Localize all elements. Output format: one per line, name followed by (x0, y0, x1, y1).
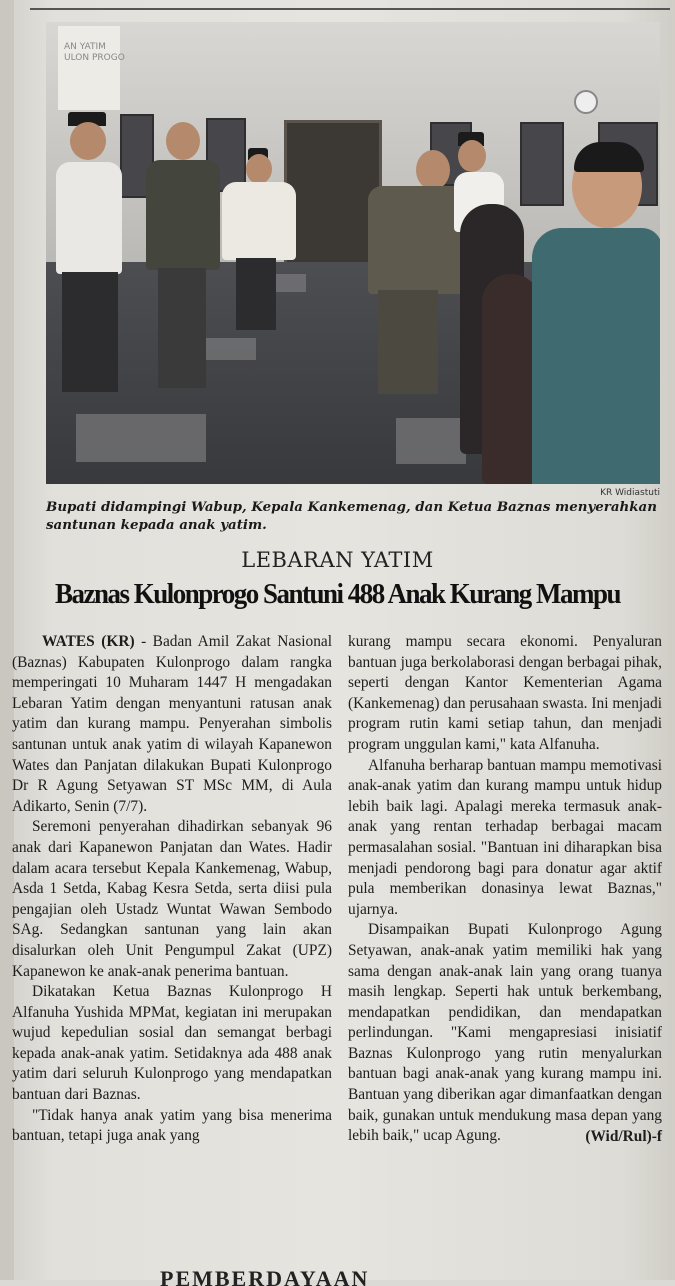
paragraph: Dikatakan Ketua Baznas Kulonprogo H Alfanuha Yushida MPMat, kegiatan ini merupakan wujud kepedulian sosial dan semangat berbagi kepada anak-anak yatim. Setidaknya ada 488 anak yatim dari seluruh Kulonprogo yang mendapatkan bantuan dari Baznas. (12, 983, 332, 1104)
paragraph: Alfanuha berharap bantuan mampu memotivasi anak-anak yatim dan kurang mampu untuk hidup lebih baik lagi. Apalagi mereka termasuk anak-anak yang rentan terhadap berbagai macam permasalahan sosial. "Bantuan ini diharapkan bisa menjadi pendorong bagi para donatur agar aktif pula memberikan donasinya lewat Baznas," ujarnya. (348, 756, 662, 918)
paragraph-text: - Badan Amil Zakat Nasional (Baznas) Kabupaten Kulonprogo dalam rangka memperingati 10 Muharam 1447 H mengadakan Lebaran Yatim dengan menyantuni ratusan anak yatim dan kurang mampu. Penyerahan simbolis santunan untuk anak yatim di wilayah Kapanewon Wates dan Panjatan dilakukan Bupati Kulonprogo Dr R Agung Setyawan ST MSc MM, di Aula Adikarto, Senin (7/7). (12, 633, 332, 815)
paragraph: Disampaikan Bupati Kulonprogo Agung Setyawan, anak-anak yatim memiliki hak yang sama dengan anak-anak lain yang orang tuanya masih lengkap. Seperti hak untuk berkembang, mendapatkan pendidikan, dan mendapatkan perlindungan. "Kami mengapresiasi inisiatif Baznas Kulonprogo yang rutin menyalurkan bantuan bagi anak-anak yang kurang mampu ini. Bantuan yang diberikan agar dimanfaatkan dengan baik, gunakan untuk mendukung masa depan yang lebih baik," ucap Agung. (348, 921, 662, 1145)
floor-tile (396, 418, 466, 464)
paragraph: kurang mampu secara ekonomi. Penyaluran bantuan juga berkolaborasi dengan berbagai pihak, seperti dengan Kantor Kementerian Agama (Kankemenag) dan perusahaan swasta. Ini menjadi program rutin kami setiap tahun, dan menjadi program unggulan kami," kata Alfanuha. (348, 633, 662, 753)
photo-credit: KR Widiastuti (600, 488, 660, 498)
photo-banner-text: AN YATIM ULON PROGO (64, 42, 125, 63)
wall-clock (574, 90, 598, 114)
dateline: WATES (KR) (42, 633, 135, 650)
floor-tile (76, 414, 206, 462)
photo-banner (58, 26, 120, 110)
article-column-right (348, 632, 662, 1147)
top-rule (30, 8, 670, 10)
article-column-left (12, 632, 332, 1147)
paragraph: "Tidak hanya anak yatim yang bisa menerima bantuan, tetapi juga anak yang (12, 1106, 332, 1145)
article-headline: Baznas Kulonprogo Santuni 488 Anak Kurang Mampu (54, 578, 621, 610)
next-article-headline-fragment: PEMBERDAYAAN (160, 1266, 370, 1286)
article-photo (46, 22, 660, 484)
byline-signoff: (Wid/Rul)-f (585, 1127, 662, 1145)
photo-caption: Bupati didampingi Wabup, Kepala Kankemenag, dan Ketua Baznas menyerahkan santunan kepada anak yatim. (46, 499, 657, 533)
paragraph-lead (12, 632, 332, 817)
photo-window (520, 122, 564, 206)
paragraph: Seremoni penyerahan dihadirkan sebanyak 96 anak dari Kapanewon Panjatan dan Wates. Hadir dalam acara tersebut Kepala Kankemenag, Wabup, Asda 1 Setda, Kabag Kesra Setda, serta diisi pula pengajian oleh Ustadz Wuntat Wawan Sembodo SAg. Sedangkan santunan yang lain akan disalurkan oleh Unit Pengumpul Zakat (UPZ) Kapanewon ke anak-anak penerima bantuan. (12, 818, 332, 980)
article-kicker: LEBARAN YATIM (241, 548, 434, 572)
